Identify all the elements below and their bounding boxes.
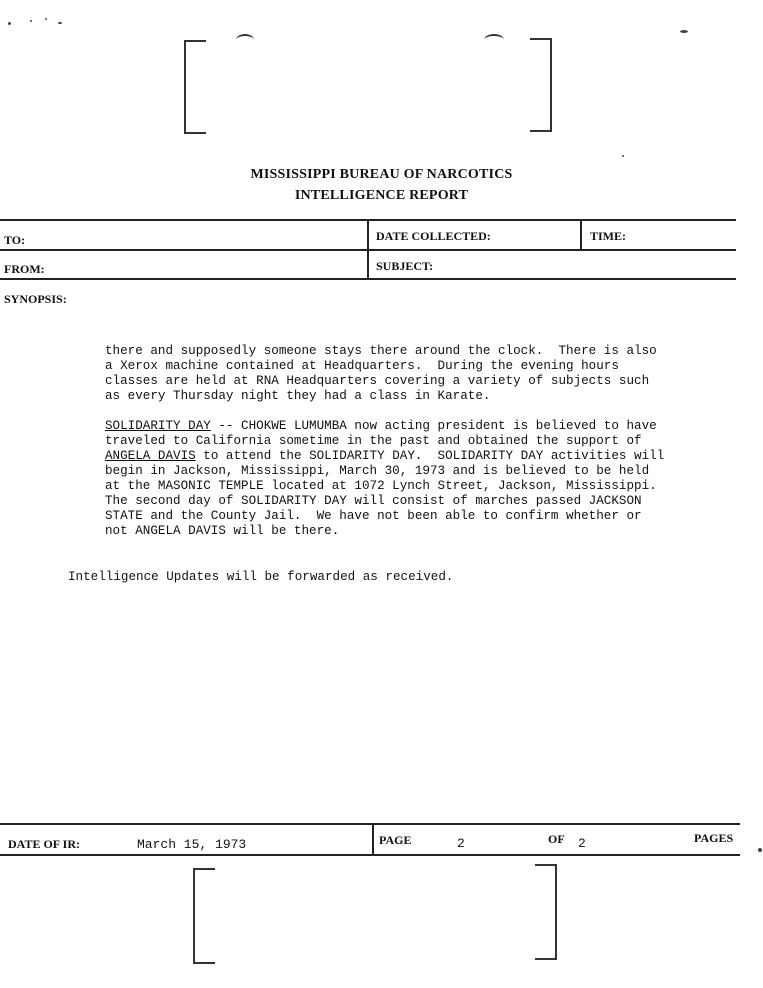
top-right-bracket — [530, 38, 552, 132]
text-line: STATE and the County Jail. We have not been able to confirm whether or — [105, 509, 642, 523]
of-label: OF — [548, 832, 565, 846]
speck — [8, 22, 11, 25]
text-line: begin in Jackson, Mississippi, March 30, 1973 and is believed to be held — [105, 464, 650, 478]
form-divider-1 — [367, 219, 369, 279]
speck — [680, 30, 688, 33]
speck — [622, 155, 624, 157]
footer-divider — [372, 823, 374, 855]
speck — [45, 18, 47, 20]
pages-label: PAGES — [694, 831, 734, 845]
angela-davis-underlined: ANGELA DAVIS — [105, 449, 196, 463]
from-label: FROM: — [4, 262, 45, 276]
bottom-left-bracket — [193, 868, 215, 964]
bottom-right-bracket — [535, 864, 557, 960]
to-label: TO: — [4, 233, 26, 247]
date-of-ir-label: DATE OF IR: — [8, 837, 80, 851]
page-number-value: 2 — [457, 836, 465, 851]
closing-statement: Intelligence Updates will be forwarded as received. — [68, 570, 454, 584]
solidarity-day-heading: SOLIDARITY DAY — [105, 419, 211, 433]
text-segment: -- CHOKWE LUMUMBA now acting president is believed to have — [210, 419, 657, 433]
text-line: not ANGELA DAVIS will be there. — [105, 524, 340, 538]
speck — [30, 20, 32, 22]
text-segment: to attend the SOLIDARITY DAY. SOLIDARITY DAY activities will — [195, 449, 665, 463]
time-label: TIME: — [590, 229, 626, 243]
text-line: there and supposedly someone stays there around the clock. There is also — [105, 344, 657, 358]
text-line: The second day of SOLIDARITY DAY will consist of marches passed JACKSON — [105, 494, 642, 508]
date-of-ir-value: March 15, 1973 — [137, 837, 247, 852]
speck — [58, 22, 62, 24]
subject-label: SUBJECT: — [376, 259, 434, 273]
text-line — [105, 449, 664, 464]
top-left-mark — [236, 34, 254, 46]
text-line: classes are held at RNA Headquarters covering a variety of subjects such — [105, 374, 650, 388]
text-line: at the MASONIC TEMPLE located at 1072 Lynch Street, Jackson, Mississippi. — [105, 479, 657, 493]
report-type-title: INTELLIGENCE REPORT — [294, 188, 469, 203]
top-left-bracket — [184, 40, 206, 134]
form-divider-2 — [580, 219, 582, 249]
text-line: a Xerox machine contained at Headquarters. During the evening hours — [105, 359, 619, 373]
report-agency-title: MISSISSIPPI BUREAU OF NARCOTICS — [250, 167, 513, 182]
total-pages-value: 2 — [578, 836, 586, 851]
text-line: as every Thursday night they had a class in Karate. — [105, 389, 491, 403]
date-collected-label: DATE COLLECTED: — [376, 229, 491, 243]
page-label: PAGE — [379, 833, 412, 847]
footer-top-rule — [0, 823, 740, 825]
synopsis-label: SYNOPSIS: — [4, 292, 67, 306]
speck — [758, 848, 762, 852]
footer-bottom-rule — [0, 854, 740, 856]
text-line — [105, 419, 657, 434]
text-line: traveled to California sometime in the past and obtained the support of — [105, 434, 642, 448]
top-right-mark — [484, 34, 504, 46]
